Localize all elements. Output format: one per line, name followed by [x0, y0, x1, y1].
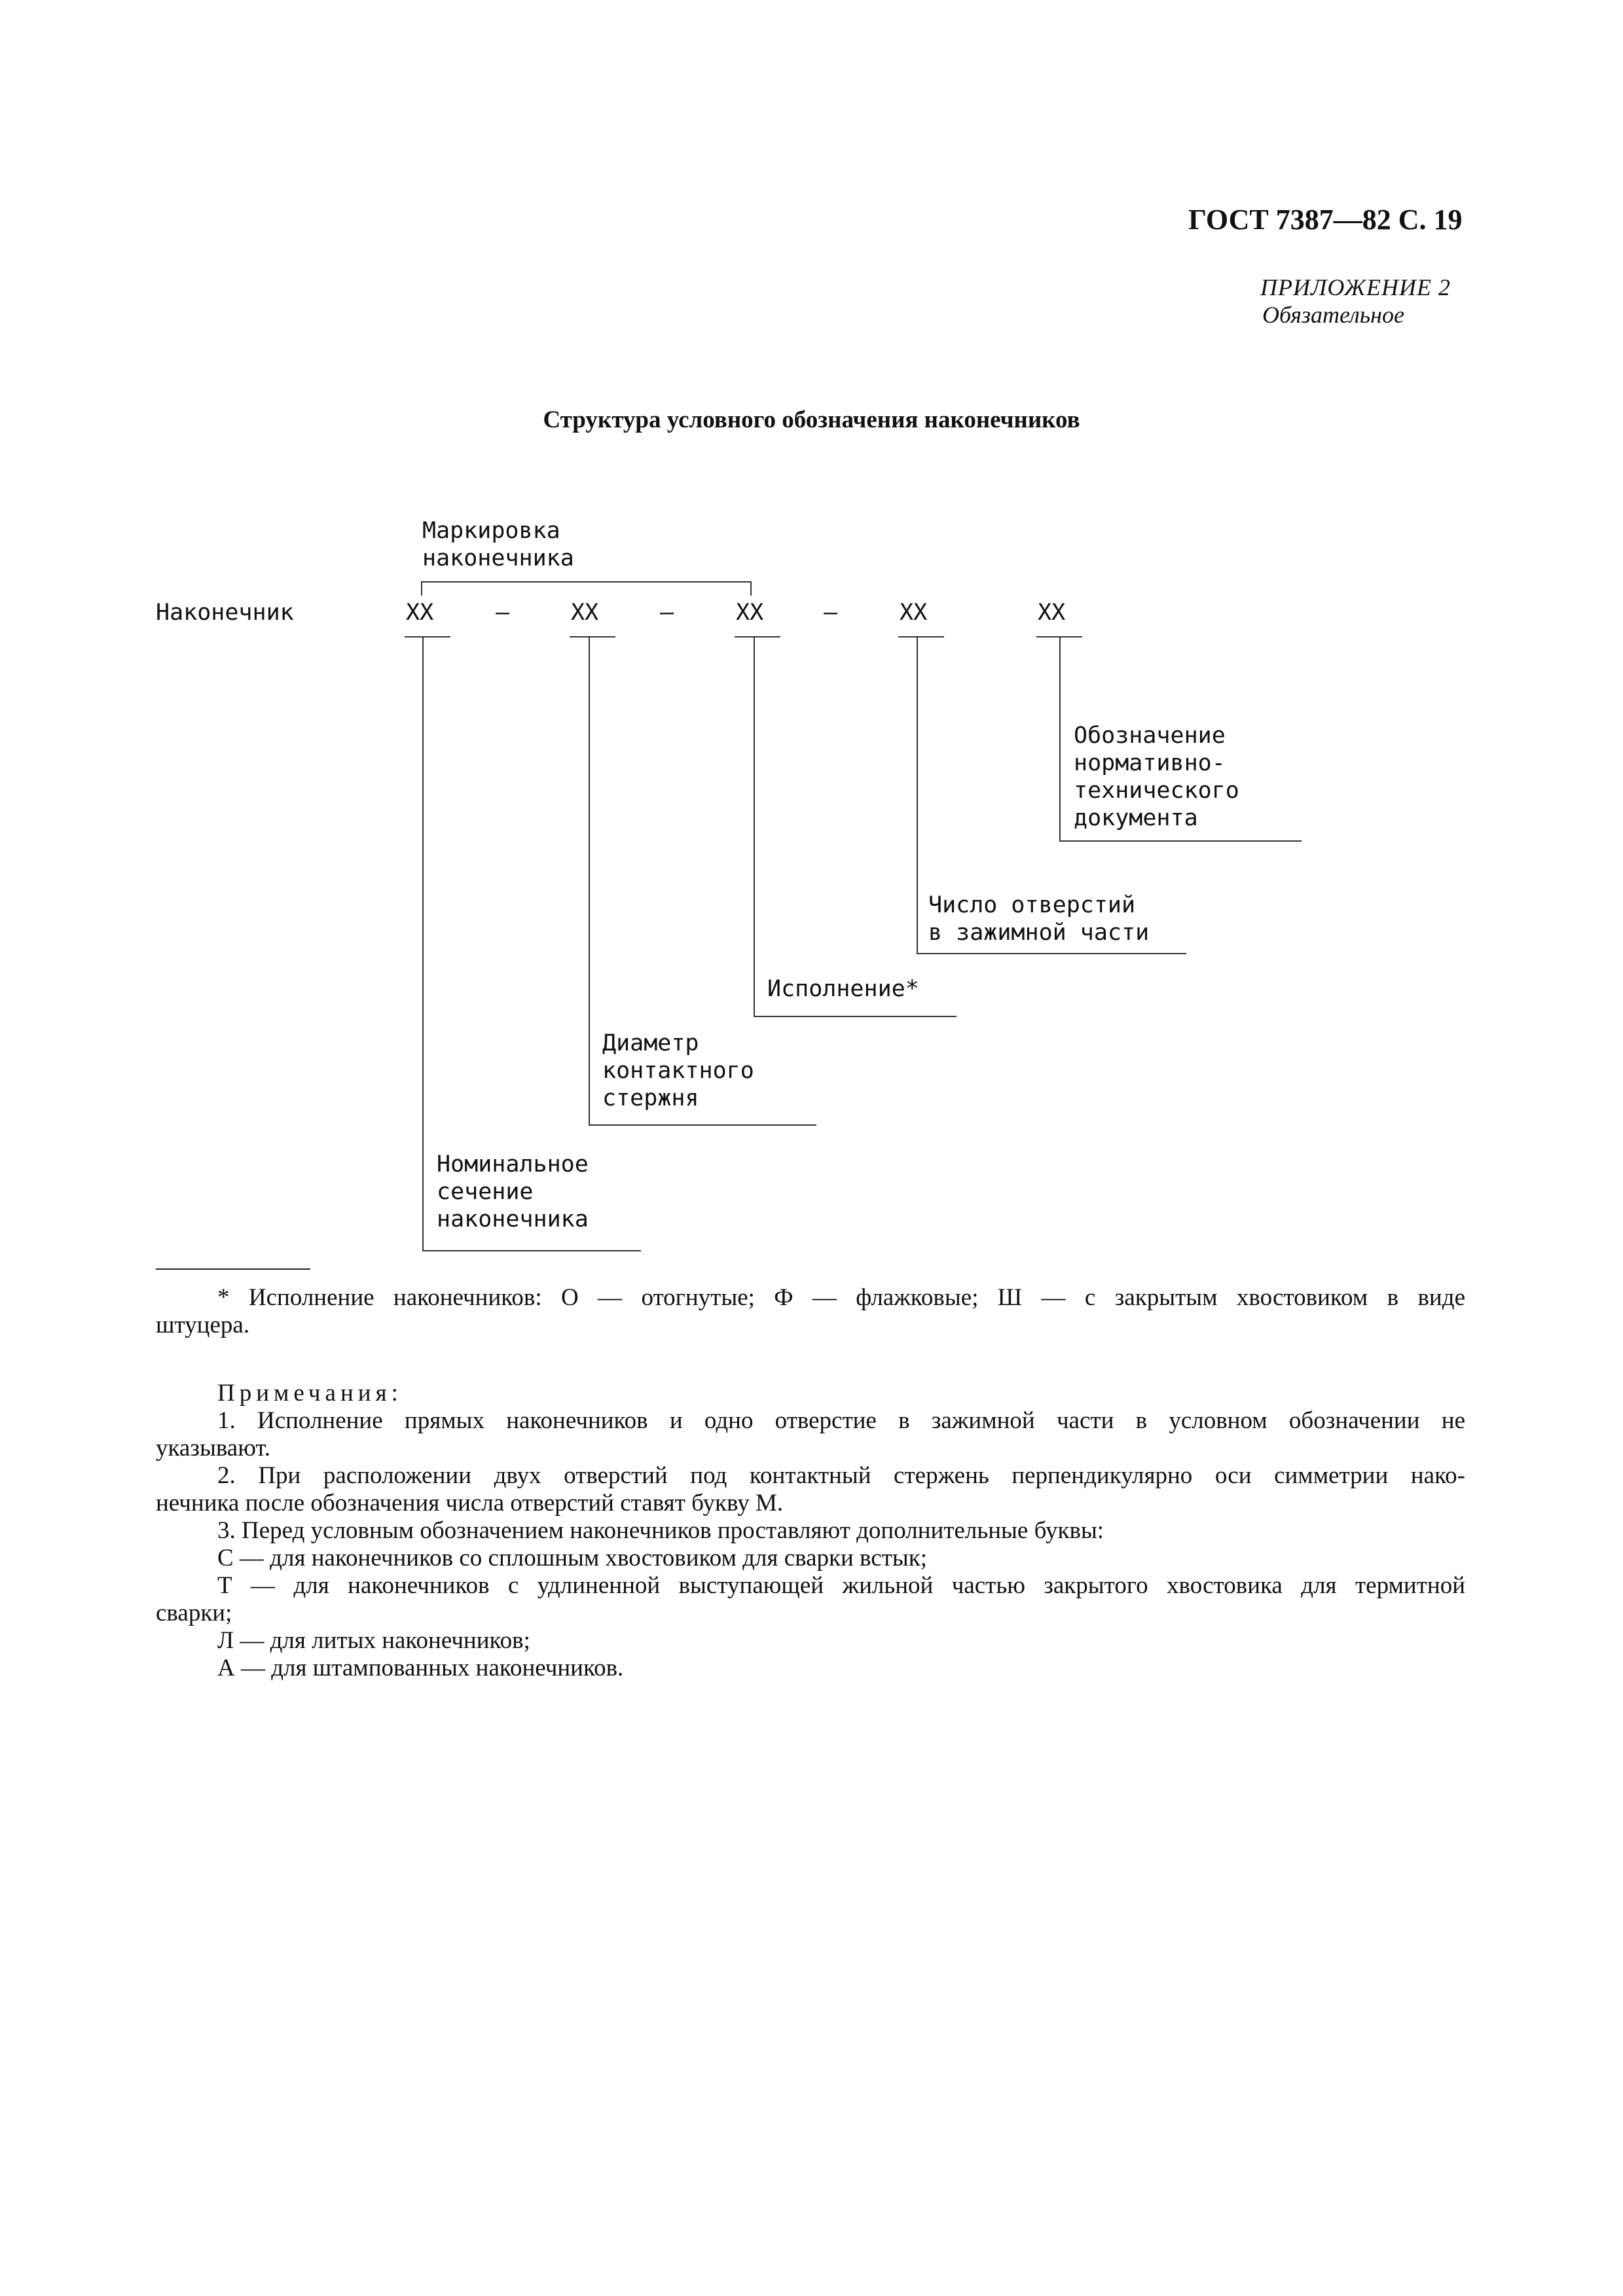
marking-bracket-right [750, 581, 752, 596]
code-execution: ХХ [736, 600, 764, 626]
label-document-line4: документа [1074, 805, 1198, 831]
underline-holes [898, 636, 944, 637]
note-3: 3. Перед условным обозначением наконечников проставляют дополнительные буквы: [217, 1517, 1104, 1544]
code-diameter: ХХ [571, 600, 599, 626]
separator-2: — [660, 600, 674, 626]
label-section-line1: Номинальное [437, 1151, 589, 1177]
label-diameter-line3: стержня [602, 1085, 699, 1111]
label-holes-line2: в зажимной части [928, 920, 1150, 946]
note-2-line1: 2. При расположении двух отверстий под контактный стержень перпендикулярно оси симметрии нако- [217, 1462, 1465, 1489]
label-document-line3: технического [1074, 778, 1239, 804]
separator-3: — [824, 600, 838, 626]
code-section: ХХ [406, 600, 434, 626]
marking-bracket-top [421, 581, 752, 583]
row-label: Наконечник [156, 600, 294, 626]
code-holes: ХХ [900, 600, 928, 626]
leader-execution-horizontal [754, 1016, 957, 1017]
label-document-line1: Обозначение [1074, 723, 1226, 749]
underline-execution [735, 636, 780, 637]
note-3-letter-c: С — для наконечников со сплошным хвостовиком для сварки встык; [217, 1545, 928, 1571]
note-1-line2: указывают. [156, 1435, 271, 1462]
note-3-letter-l: Л — для литых наконечников; [217, 1627, 530, 1654]
leader-document-horizontal [1059, 840, 1302, 842]
leader-diameter-horizontal [589, 1124, 816, 1126]
footnote-rule [156, 1268, 310, 1270]
note-3-letter-a: А — для штампованных наконечников. [217, 1655, 624, 1681]
marking-bracket-left [421, 581, 422, 596]
leader-document-vertical [1059, 636, 1061, 842]
marking-label-line2: наконечника [422, 545, 574, 571]
note-2-line2: нечника после обозначения числа отверстий ставят букву М. [156, 1490, 784, 1516]
standard-id: ГОСТ 7387—82 С. 19 [1188, 204, 1463, 236]
leader-holes-horizontal [917, 953, 1186, 954]
leader-section-horizontal [422, 1250, 641, 1251]
note-3-letter-t-line2: сварки; [156, 1600, 232, 1626]
marking-label-line1: Маркировка [422, 518, 560, 544]
label-execution: Исполнение* [767, 976, 919, 1002]
underline-diameter [570, 636, 615, 637]
note-1-line1: 1. Исполнение прямых наконечников и одно отверстие в зажимной части в условном обозначении не [217, 1407, 1465, 1434]
label-document-line2: нормативно- [1074, 750, 1226, 776]
footnote [156, 1284, 1465, 1339]
label-section-line2: сечение [437, 1179, 534, 1205]
code-document: ХХ [1038, 600, 1066, 626]
footnote-line1: * Исполнение наконечников: О — отогнутые; Ф — флажковые; Ш — с закрытым хвостовиком в виде [217, 1284, 1465, 1311]
label-diameter-line1: Диаметр [602, 1030, 699, 1056]
leader-holes-vertical [917, 636, 918, 954]
leader-diameter-vertical [589, 636, 590, 1126]
label-holes-line1: Число отверстий [928, 892, 1136, 918]
appendix-status: Обязательное [1262, 302, 1404, 328]
footnote-line2: штуцера. [156, 1312, 250, 1338]
underline-section [405, 636, 450, 637]
label-diameter-line2: контактного [602, 1058, 754, 1084]
label-section-line3: наконечника [437, 1206, 589, 1232]
notes-section [156, 1380, 1465, 1682]
page-title: Структура условного обозначения наконечников [543, 406, 1080, 433]
notes-heading: Примечания: [217, 1380, 403, 1407]
leader-execution-vertical [754, 636, 755, 1017]
leader-section-vertical [422, 636, 424, 1251]
appendix-label: ПРИЛОЖЕНИЕ 2 [1260, 274, 1451, 300]
note-3-letter-t-line1: Т — для наконечников с удлиненной выступающей жильной частью закрытого хвостовика для термитной [217, 1572, 1465, 1599]
separator-1: — [496, 600, 510, 626]
